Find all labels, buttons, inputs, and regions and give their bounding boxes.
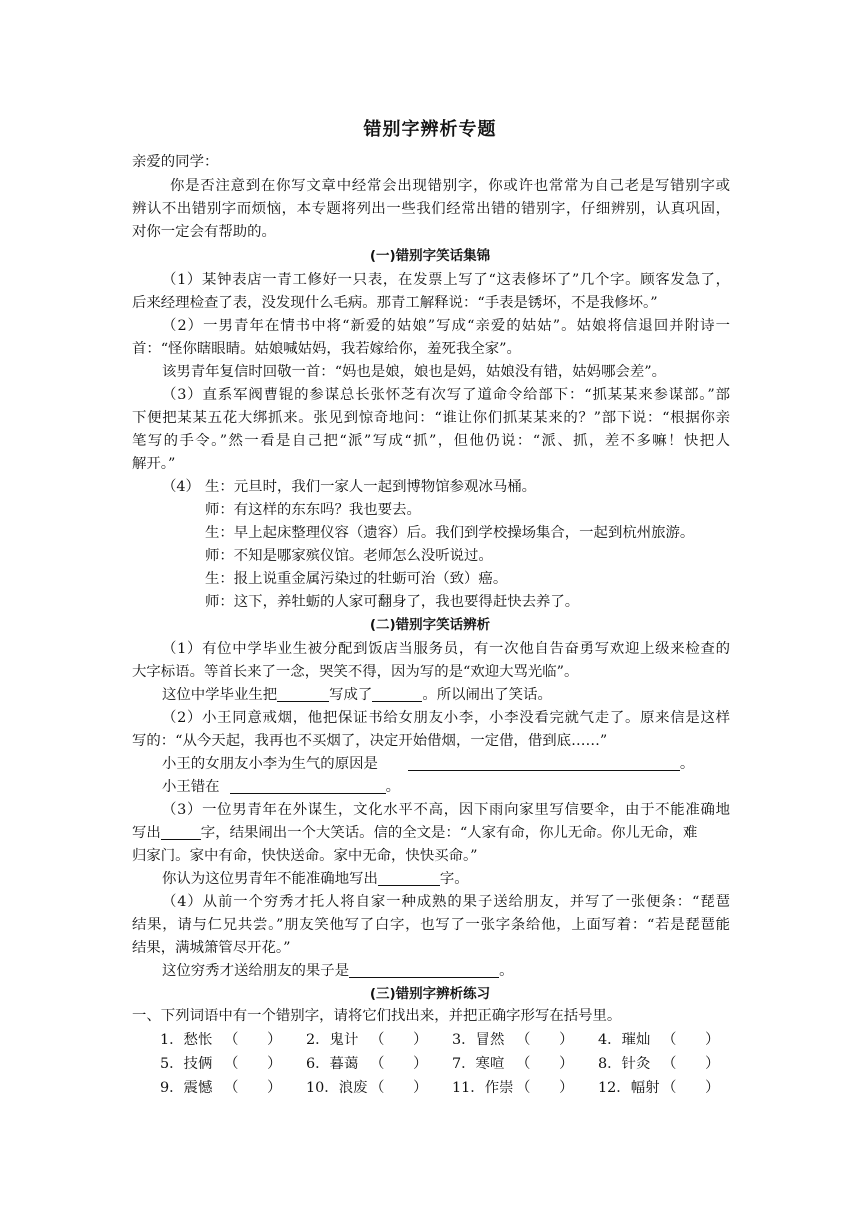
answer-parentheses[interactable]: （ ） — [370, 1032, 428, 1048]
answer-blank[interactable] — [349, 961, 499, 978]
exercise-item — [452, 1053, 598, 1075]
paragraph-line: 后来经理检查了表，没发现什么毛病。那青工解释说：“手表是锈坏，不是我修坏。” — [132, 295, 658, 311]
section-heading-2: (二)错别字笑话辨析 — [369, 617, 491, 633]
question-line — [162, 777, 400, 797]
answer-parentheses[interactable]: （ ） — [662, 1080, 720, 1096]
dialog-line: 生：早上起床整理仪容（遗容）后。我们到学校操场集合，一起到杭州旅游。 — [205, 525, 695, 541]
item-word: 作崇 — [484, 1080, 514, 1096]
answer-parentheses[interactable]: （ ） — [516, 1032, 574, 1048]
question-text: 你认为这位男青年不能准确地写出 — [162, 871, 378, 887]
question-text: 这位穷秀才送给朋友的果子是 — [162, 963, 350, 979]
exercise-item — [160, 1077, 306, 1099]
answer-parentheses[interactable]: （ ） — [662, 1032, 720, 1048]
paragraph-line — [132, 823, 697, 843]
paragraph-line: 结果，请与仁兄共尝。”朋友笑他写了白字，也写了一张字条给他，上面写着：“若是琵琶能 — [132, 917, 730, 933]
item-word: 幅射 — [630, 1080, 660, 1096]
question-text: 。 — [679, 756, 695, 772]
item-number: 6． — [306, 1056, 330, 1072]
answer-parentheses[interactable]: （ ） — [370, 1080, 428, 1096]
paragraph-line: （1）某钟表店一青工修好一只表，在发票上写了“这表修坏了”几个字。顾客发急了， — [162, 272, 730, 288]
item-number: 5． — [160, 1056, 184, 1072]
question-text: 这位中学毕业生把 — [162, 687, 278, 703]
exercise-item — [306, 1077, 452, 1099]
dialog-line: 生：报上说重金属污染过的牡蛎可治（致）癌。 — [205, 571, 508, 587]
question-text: 。 — [499, 963, 514, 979]
item-number: 4． — [598, 1032, 622, 1048]
intro-line: 你是否注意到在你写文章中经常会出现错别字，你或许也常常为自己老是写错别字或 — [170, 178, 730, 194]
paragraph-line: 下便把某某五花大绑抓来。张见到惊奇地问：“谁让你们抓某某来的？”部下说：“根据你亲 — [132, 410, 730, 426]
item-number: 7． — [452, 1056, 476, 1072]
answer-parentheses[interactable]: （ ） — [516, 1080, 574, 1096]
question-text: 写成了 — [329, 687, 373, 703]
question-text: 。所以闹出了笑话。 — [422, 687, 552, 703]
exercise-item — [306, 1029, 452, 1051]
item-number: 1． — [160, 1032, 184, 1048]
question-line — [162, 961, 514, 981]
document-title: 错别字辨析专题 — [363, 119, 497, 140]
answer-blank[interactable] — [277, 685, 329, 702]
item-word: 愁怅 — [183, 1032, 213, 1048]
paragraph-line: （4）从前一个穷秀才托人将自家一种成熟的果子送给朋友，并写了一张便条：“琵琶 — [162, 894, 730, 910]
exercise-item — [598, 1077, 744, 1099]
paragraph-line: 解开。” — [132, 456, 176, 472]
item-word: 冒然 — [475, 1032, 505, 1048]
question-text: 字。 — [439, 871, 469, 887]
exercise-instruction: 一、下列词语中有一个错别字，请将它们找出来，并把正确字形写在括号里。 — [132, 1008, 622, 1024]
paragraph-line: 该男青年复信时回敬一首：“妈也是娘，娘也是妈，姑娘没有错，姑妈哪会差”。 — [162, 364, 666, 380]
item-number: 12． — [598, 1080, 631, 1096]
paragraph-line: 写的：“从今天起，我再也不买烟了，决定开始借烟，一定借，借到底……” — [132, 733, 608, 749]
exercise-item — [160, 1053, 306, 1075]
exercise-item — [598, 1029, 744, 1051]
exercise-item — [598, 1053, 744, 1075]
question-text: 。 — [385, 779, 400, 795]
exercise-item — [452, 1077, 598, 1099]
answer-parentheses[interactable]: （ ） — [370, 1056, 428, 1072]
item-number: 11． — [452, 1080, 485, 1096]
paragraph-line: 结果，满城箫管尽开花。” — [132, 940, 291, 956]
answer-blank[interactable] — [372, 685, 422, 702]
paragraph-line: 笔写的手令。”然一看是自己把“派”写成“抓”，但他仍说：“派、抓，差不多嘛！快把人 — [132, 433, 730, 449]
question-line — [162, 754, 694, 774]
dialog-line: 师：有这样的东东吗？我也要去。 — [205, 502, 421, 518]
dialog-line: 师：这下，养牡蛎的人家可翻身了，我也要得赶快去养了。 — [205, 594, 580, 610]
paragraph-line: （3）直系军阀曹锟的参谋总长张怀芝有次写了道命令给部下：“抓某某来参谋部。”部 — [162, 387, 730, 403]
intro-line: 辨认不出错别字而烦恼，本专题将列出一些我们经常出错的错别字，仔细辨别，认真巩固， — [132, 201, 730, 217]
paragraph-line: （1）有位中学毕业生被分配到饭店当服务员，有一次他自告奋勇写欢迎上级来检查的 — [162, 641, 730, 657]
question-line — [162, 685, 552, 705]
item-word: 璀灿 — [621, 1032, 651, 1048]
section-heading-3: (三)错别字辨析练习 — [369, 986, 491, 1002]
exercise-item — [452, 1029, 598, 1051]
exercise-grid — [160, 1029, 744, 1099]
item-word: 震憾 — [183, 1080, 213, 1096]
item-number: 3． — [452, 1032, 476, 1048]
paragraph-line: （2）一男青年在情书中将“新爱的姑娘”写成“亲爱的姑姑”。姑娘将信退回并附诗一 — [162, 318, 730, 334]
question-line — [162, 869, 469, 889]
answer-blank[interactable] — [378, 869, 440, 886]
answer-parentheses[interactable]: （ ） — [516, 1056, 574, 1072]
item-word: 鬼计 — [329, 1032, 359, 1048]
answer-blank[interactable] — [161, 823, 201, 840]
answer-blank[interactable] — [408, 754, 680, 771]
paragraph-line: （2）小王同意戒烟，他把保证书给女朋友小李，小李没看完就气走了。原来信是这样 — [162, 710, 730, 726]
item-number: 8． — [598, 1056, 622, 1072]
item-number: 9． — [160, 1080, 184, 1096]
section-heading-1: (一)错别字笑话集锦 — [369, 248, 491, 264]
paragraph-line: 归家门。家中有命，快快送命。家中无命，快快买命。” — [132, 848, 478, 864]
answer-blank[interactable] — [230, 777, 386, 794]
intro-line: 对你一定会有帮助的。 — [132, 224, 276, 240]
exercise-item — [306, 1053, 452, 1075]
item-word: 技俩 — [183, 1056, 213, 1072]
dialog-line: 师：不知是哪家殡仪馆。老师怎么没听说过。 — [205, 548, 493, 564]
item-number: 2． — [306, 1032, 330, 1048]
item-number: （4） — [162, 479, 200, 495]
paragraph-line: （3）一位男青年在外谋生，文化水平不高，因下雨向家里写信要伞，由于不能准确地 — [162, 802, 730, 818]
paragraph-line: 大字标语。等首长来了一念，哭笑不得，因为写的是“欢迎大骂光临”。 — [132, 664, 579, 680]
greeting: 亲爱的同学： — [132, 154, 219, 170]
item-word: 针灸 — [621, 1056, 651, 1072]
question-text: 字，结果闹出一个大笑话。信的全文是：“人家有命，你儿无命。你儿无命，难 — [200, 825, 698, 841]
answer-parentheses[interactable]: （ ） — [224, 1056, 282, 1072]
question-text: 写出 — [132, 825, 161, 841]
item-word: 暮蔼 — [329, 1056, 359, 1072]
dialog-line: 生：元旦时，我们一家人一起到博物馆参观冰马桶。 — [205, 479, 536, 495]
paragraph-line: 首：“怪你瞎眼睛。姑娘喊姑妈，我若嫁给你，羞死我全家”。 — [132, 341, 521, 357]
item-number: 10． — [306, 1080, 339, 1096]
answer-parentheses[interactable]: （ ） — [224, 1080, 282, 1096]
answer-parentheses[interactable]: （ ） — [662, 1056, 720, 1072]
question-text: 小王错在 — [162, 779, 220, 795]
exercise-item — [160, 1029, 306, 1051]
question-text: 小王的女朋友小李为生气的原因是 — [162, 756, 378, 772]
item-word: 寒喧 — [475, 1056, 505, 1072]
answer-parentheses[interactable]: （ ） — [224, 1032, 282, 1048]
item-word: 浪废 — [338, 1080, 368, 1096]
